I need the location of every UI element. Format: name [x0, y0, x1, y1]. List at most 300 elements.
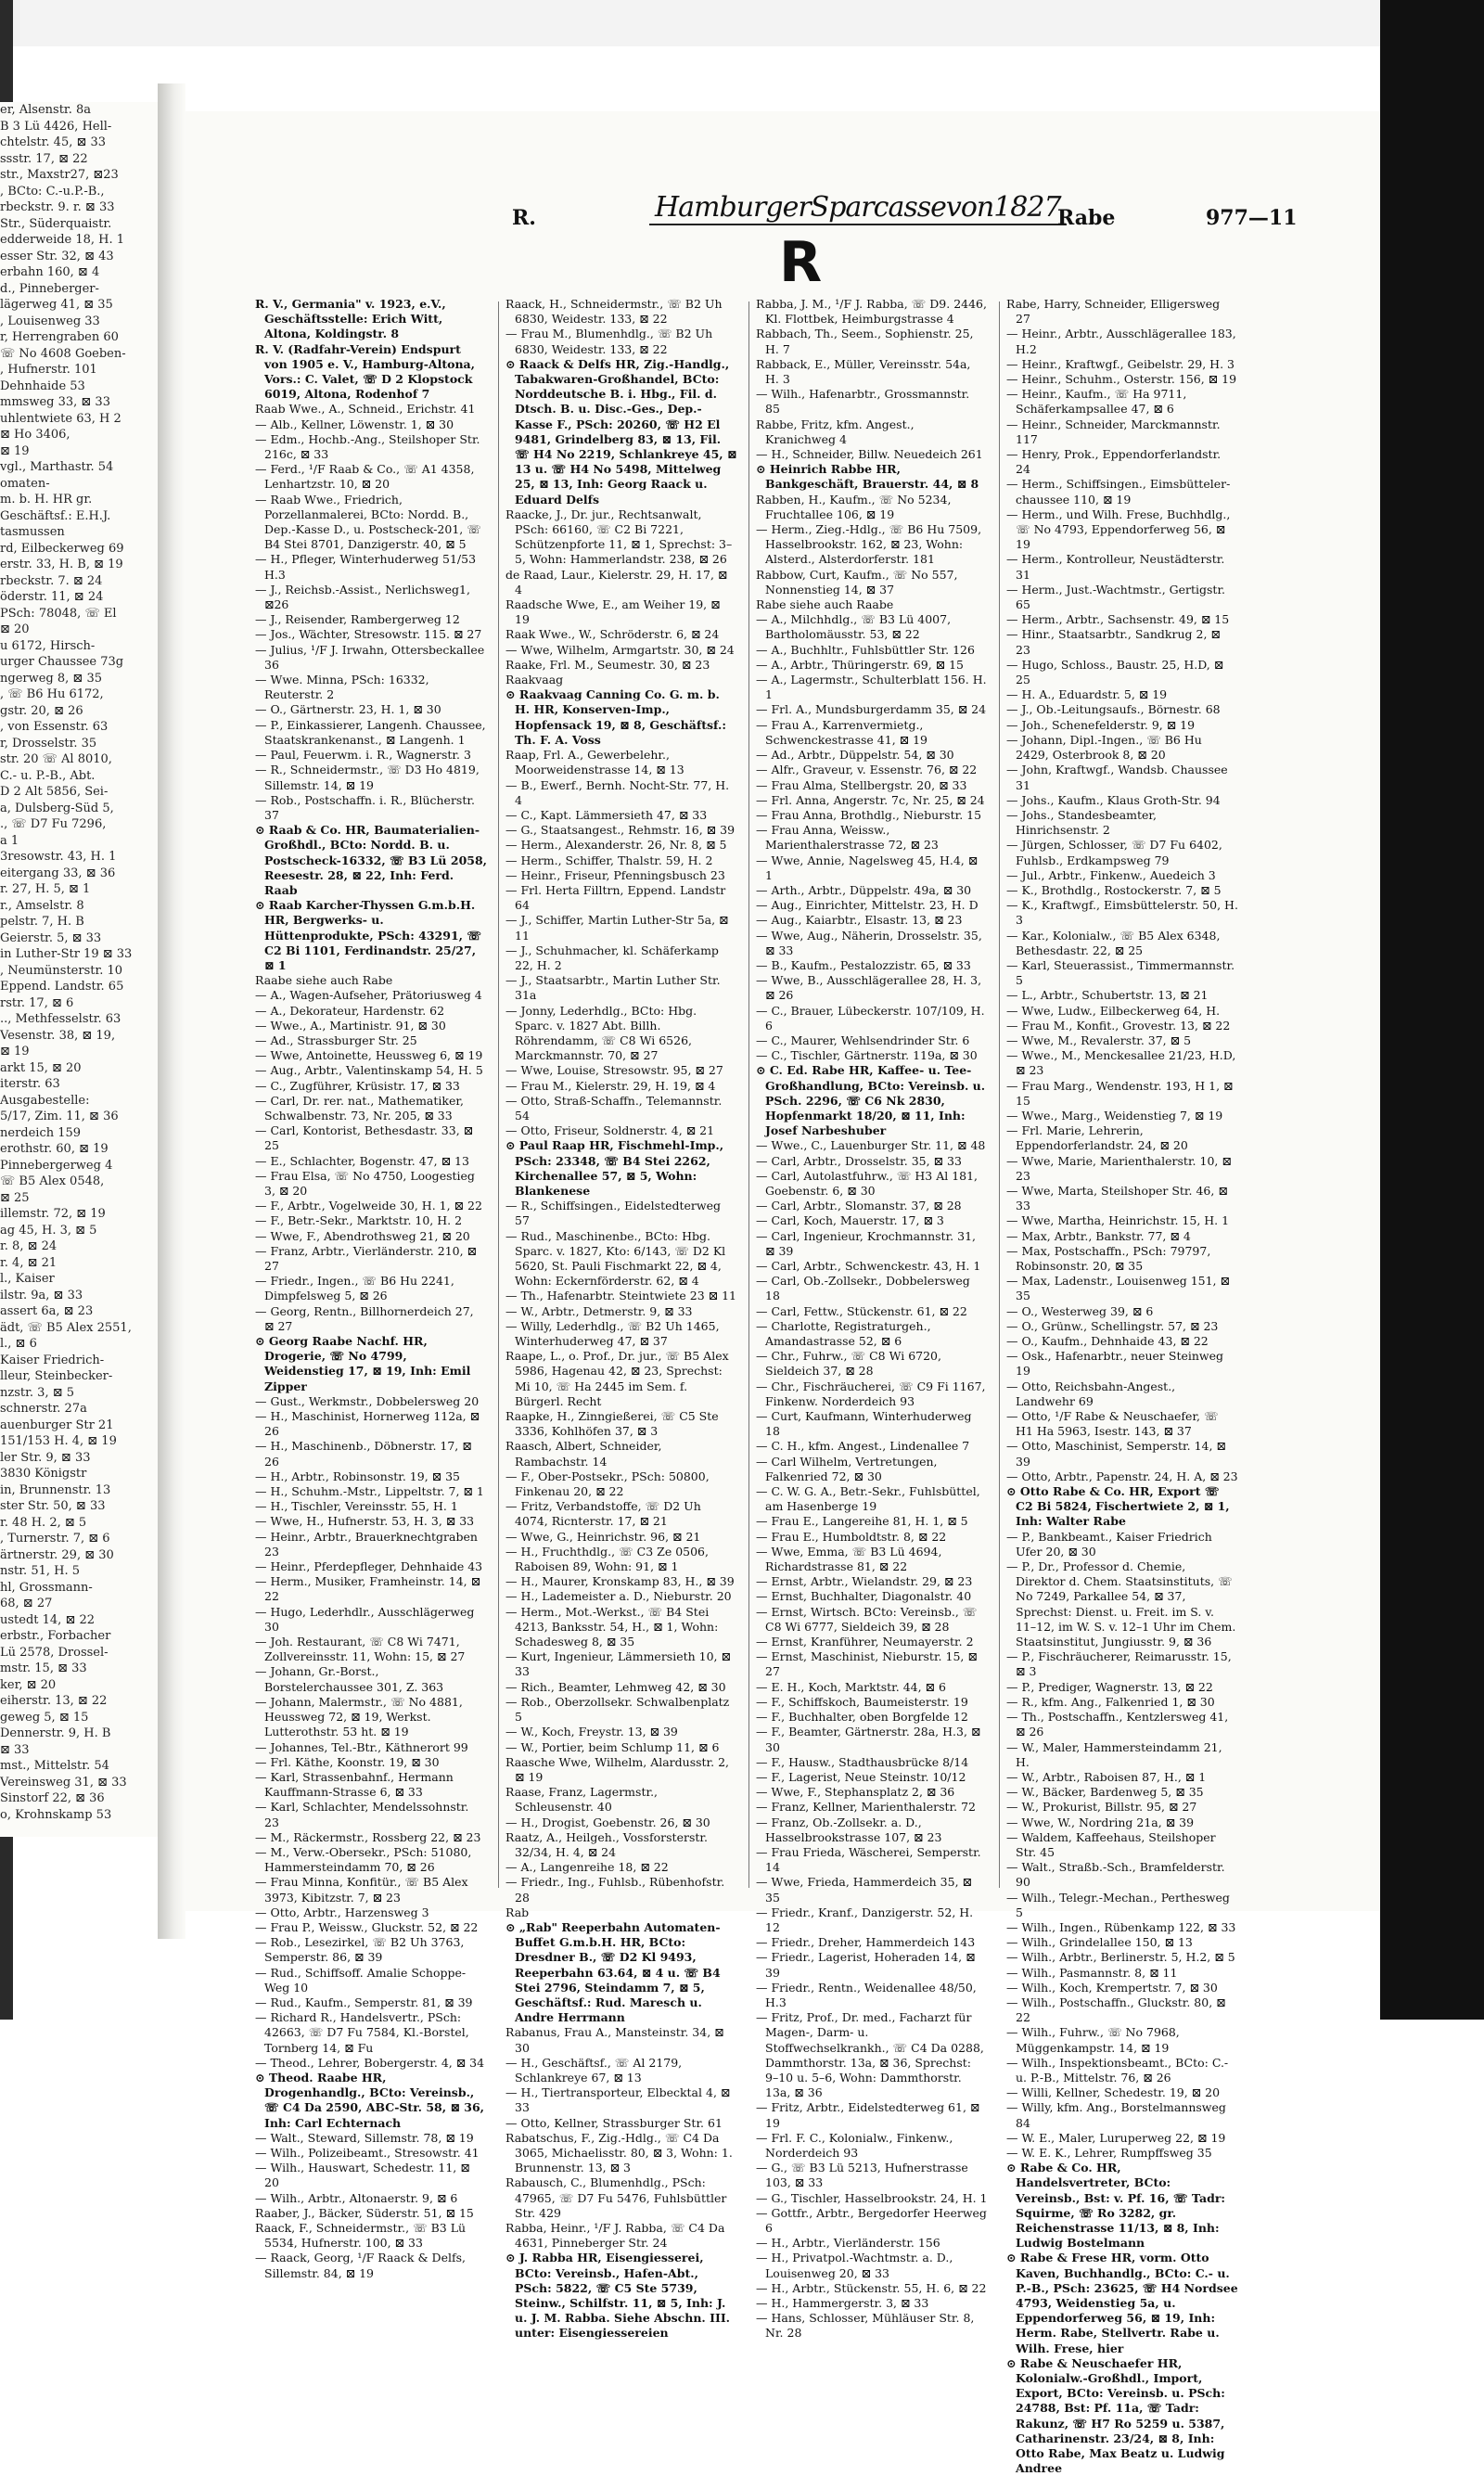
directory-entry: — Ernst, Buchhalter, Diagonalstr. 40 — [756, 1589, 972, 1604]
directory-entry: — Johs., Kaufm., Klaus Groth-Str. 94 — [1006, 792, 1221, 807]
directory-entry: — Frau Anna, Weissw., Marienthalerstrasse 72, ⊠ 23 — [756, 823, 939, 853]
previous-page-line: Geierstr. 5, ⊠ 33 — [0, 930, 102, 945]
directory-entry: — Carl, Arbtr., Slomanstr. 37, ⊠ 28 — [756, 1199, 962, 1213]
directory-entry: — G., Staatsangest., Rehmstr. 16, ⊠ 39 — [505, 823, 736, 838]
directory-entry: — E., Schlachter, Bogenstr. 47, ⊠ 13 — [255, 1153, 469, 1168]
directory-entry: — Max, Postschaffn., PSch: 79797, Robinsonstr. 20, ⊠ 35 — [1006, 1243, 1211, 1273]
directory-entry: — Wwe, Ludw., Eilbeckerweg 64, H. — [1006, 1003, 1221, 1018]
directory-entry: Raapke, H., Zinngießerei, ☏ C5 Ste 3336, Kohlhöfen 37, ⊠ 3 — [505, 1409, 719, 1439]
directory-entry: — Julius, ¹/F J. Irwahn, Ottersbeckallee 36 — [255, 642, 485, 672]
directory-entry: Rabe siehe auch Raabe — [756, 597, 894, 612]
directory-entry: ⊙ Heinrich Rabbe HR, Bankgeschäft, Brauerstr. 44, ⊠ 8 — [756, 462, 979, 492]
directory-entry: — A., Dekorateur, Hardenstr. 62 — [255, 1003, 445, 1018]
directory-entry: — H., Lademeister a. D., Nieburstr. 20 — [505, 1589, 732, 1604]
previous-page-line: chtelstr. 45, ⊠ 33 — [0, 135, 107, 149]
directory-entry: — Frau P., Weissw., Gluckstr. 52, ⊠ 22 — [255, 1919, 479, 1934]
directory-entry: — J., Reisender, Rambergerweg 12 — [255, 612, 460, 627]
directory-entry: — Carl, Arbtr., Drosselstr. 35, ⊠ 33 — [756, 1153, 962, 1168]
previous-page-line: a 1 — [0, 833, 19, 848]
directory-entry: — J., Ob.-Leitungsaufs., Börnestr. 68 — [1006, 702, 1221, 717]
directory-entry: — Wwe, Annie, Nagelsweg 45, H.4, ⊠ 1 — [756, 853, 979, 882]
directory-entry: — H., Maschinenb., Döbnerstr. 17, ⊠ 26 — [255, 1439, 472, 1469]
previous-page-line: gstr. 20, ⊠ 26 — [0, 703, 83, 718]
previous-page-line: str. 20 ☏ Al 8010, — [0, 752, 112, 766]
directory-entry: Rabback, E., Müller, Vereinsstr. 54a, H. 3 — [756, 356, 971, 387]
previous-page-line: nstr. 51, H. 5 — [0, 1564, 80, 1578]
previous-page-line: rbeckstr. 7. ⊠ 24 — [0, 573, 103, 588]
directory-entry: — Walt., Straßb.-Sch., Bramfelderstr. 90 — [1006, 1860, 1225, 1890]
directory-entry: — Heinr., Schneider, Marckmannstr. 117 — [1006, 417, 1221, 446]
directory-entry: — Frau Frieda, Wäscherei, Semperstr. 14 — [756, 1844, 981, 1875]
previous-page-line: lleur, Steinbecker- — [0, 1369, 113, 1383]
directory-entry: — Gust., Werkmstr., Dobbelersweg 20 — [255, 1393, 480, 1408]
previous-page-line: esser Str. 32, ⊠ 43 — [0, 249, 114, 263]
directory-entry: — Otto, Arbtr., Harzensweg 3 — [255, 1905, 429, 1919]
previous-page-line: D 2 Alt 5856, Sei- — [0, 785, 109, 799]
directory-entry: — H., Privatpol.-Wachtmstr. a. D., Louisenweg 20, ⊠ 33 — [756, 2251, 953, 2280]
directory-entry: — Frl. A., Mundsburgerdamm 35, ⊠ 24 — [756, 702, 987, 717]
directory-entry: — Rud., Kaufm., Semperstr. 81, ⊠ 39 — [255, 1995, 473, 2009]
directory-entry: — Rud., Schiffsoff. Amalie Schoppe-Weg 10 — [255, 1965, 467, 1995]
directory-entry: — H., Schneider, Billw. Neuedeich 261 — [756, 447, 983, 462]
directory-entry: — M., Räckermstr., Rossberg 22, ⊠ 23 — [255, 1829, 481, 1844]
previous-page-line: hl, Grossmann- — [0, 1580, 93, 1595]
directory-entry: — O., Westerweg 39, ⊠ 6 — [1006, 1303, 1154, 1318]
directory-entry: — Hans, Schlosser, Mühläuser Str. 8, Nr. 28 — [756, 2311, 975, 2341]
directory-entry: — E. H., Koch, Marktstr. 44, ⊠ 6 — [756, 1679, 946, 1694]
previous-page-line: in, Brunnenstr. 13 — [0, 1482, 111, 1497]
page-number: 977—11 — [1206, 206, 1298, 230]
directory-entry: — W., Arbtr., Detmerstr. 9, ⊠ 33 — [505, 1303, 693, 1318]
directory-entry: ⊙ Raakvaag Canning Co. G. m. b. H. HR, Konserven-Imp., Hopfensack 19, ⊠ 8, Geschäftsf.: Th. F. A. Voss — [505, 687, 726, 747]
directory-entry: — F., Beamter, Gärtnerstr. 28a, H.3, ⊠ 30 — [756, 1725, 981, 1754]
directory-entry: — O., Gärtnerstr. 23, H. 1, ⊠ 30 — [255, 702, 441, 717]
directory-entry: Raadsche Wwe, E., am Weiher 19, ⊠ 19 — [505, 597, 721, 627]
directory-entry: — Th., Hafenarbtr. Steintwiete 23 ⊠ 11 — [505, 1289, 736, 1303]
directory-entry: — Wwe, Martha, Heinrichstr. 15, H. 1 — [1006, 1213, 1230, 1228]
directory-entry: — Hugo, Schloss., Baustr. 25, H.D, ⊠ 25 — [1006, 657, 1224, 687]
directory-entry: Rabba, J. M., ¹/F J. Rabba, ☏ D9. 2446, Kl. Flottbek, Heimburgstrasse 4 — [756, 297, 987, 327]
previous-page-line: eitergang 33, ⊠ 36 — [0, 866, 116, 880]
previous-page-line: nerdeich 159 — [0, 1125, 82, 1140]
directory-entry: — B., Kaufm., Pestalozzistr. 65, ⊠ 33 — [756, 957, 971, 972]
previous-page-line: l., ⊠ 6 — [0, 1337, 37, 1351]
directory-entry: — Th., Postschaffn., Kentzlersweg 41, ⊠ 26 — [1006, 1710, 1229, 1739]
directory-entry: — H., Fruchthdlg., ☏ C3 Ze 0506, Raboisen 89, Wohn: 91, ⊠ 1 — [505, 1544, 709, 1574]
previous-page-line: ngerweg 8, ⊠ 35 — [0, 671, 102, 686]
previous-page-line: d., Pinneberger- — [0, 281, 99, 296]
directory-entry: — Heinr., Schuhm., Osterstr. 156, ⊠ 19 — [1006, 372, 1237, 387]
directory-entry: — Friedr., Lagerist, Hoheraden 14, ⊠ 39 — [756, 1950, 976, 1980]
directory-entry: — Wilh., Ingen., Rübenkamp 122, ⊠ 33 — [1006, 1919, 1236, 1934]
directory-entry: — Wilh., Arbtr., Altonaerstr. 9, ⊠ 6 — [255, 2190, 458, 2205]
directory-entry: — Fritz, Verbandstoffe, ☏ D2 Uh 4074, Ricnterstr. 17, ⊠ 21 — [505, 1499, 701, 1529]
directory-entry: — Friedr., Dreher, Hammerdeich 143 — [756, 1935, 976, 1950]
previous-page-line: C.- u. P.-B., Abt. — [0, 768, 96, 783]
directory-entry: — Frau M., Blumenhdlg., ☏ B2 Uh 6830, Weidestr. 133, ⊠ 22 — [505, 327, 713, 356]
directory-entry: ⊙ „Rab" Reeperbahn Automaten-Buffet G.m.b.H. HR, BCto: Dresdner B., ☏ D2 Kl 9493, Reeperbahn 63.64, ⊠ 4 u. ☏ B4 Stei 2796, Steindamm 7, ⊠ 5, Geschäftsf.: Rud. Maresch u. Andre Herrmann — [505, 1919, 721, 2025]
previous-page-line: 3830 Königstr — [0, 1467, 87, 1481]
directory-entry: — Jul., Arbtr., Finkenw., Auedeich 3 — [1006, 867, 1216, 882]
directory-entry: — Frl. F. C., Kolonialw., Finkenw., Norderdeich 93 — [756, 2130, 953, 2160]
running-head-catchword: Rabe — [1057, 206, 1116, 230]
directory-entry: — F., Lagerist, Neue Steinstr. 10/12 — [756, 1769, 966, 1784]
directory-entry: — Carl, Dr. rer. nat., Mathematiker, Schwalbenstr. 73, Nr. 205, ⊠ 33 — [255, 1093, 464, 1123]
directory-entry: — W., Portier, beim Schlump 11, ⊠ 6 — [505, 1739, 720, 1754]
directory-entry: — W. E. K., Lehrer, Rumpffsweg 35 — [1006, 2145, 1212, 2160]
directory-column-1 — [255, 297, 488, 2280]
directory-entry: — Ferd., ¹/F Raab & Co., ☏ A1 4358, Lenhartzstr. 10, ⊠ 20 — [255, 462, 475, 492]
directory-entry: R. V., Germania" v. 1923, e.V., Geschäftsstelle: Erich Witt, Altona, Koldingstr. 8 — [255, 297, 446, 341]
directory-entry: — Joh. Restaurant, ☏ C8 Wi 7471, Zollvereinsstr. 11, Wohn: 15, ⊠ 27 — [255, 1635, 466, 1664]
directory-column-2 — [505, 297, 737, 2341]
previous-page-line: ilstr. 9a, ⊠ 33 — [0, 1288, 83, 1302]
directory-entry: — Carl, Ob.-Zollsekr., Dobbelersweg 18 — [756, 1274, 970, 1303]
directory-entry: Raabe siehe auch Rabe — [255, 973, 393, 988]
directory-entry: — Johann, Malermstr., ☏ No 4881, Heussweg 72, ⊠ 19, Werkst. Lutterothstr. 53 ht. ⊠ 19 — [255, 1694, 463, 1739]
previous-page-line: er, Alsenstr. 8a — [0, 103, 91, 117]
previous-page-line: ⊠ 19 — [0, 1045, 30, 1058]
directory-entry: — Otto, Friseur, Soldnerstr. 4, ⊠ 21 — [505, 1123, 715, 1138]
directory-entry: — H., Maschinist, Hornerweg 112a, ⊠ 26 — [255, 1409, 480, 1439]
directory-entry: — Gottfr., Arbtr., Bergedorfer Heerweg 6 — [756, 2205, 987, 2235]
directory-entry: Rabe, Harry, Schneider, Elligersweg 27 — [1006, 297, 1221, 327]
directory-entry: — Wwe, Aug., Näherin, Drosselstr. 35, ⊠ 33 — [756, 928, 982, 957]
directory-entry: Raak Wwe., W., Schröderstr. 6, ⊠ 24 — [505, 627, 720, 642]
directory-entry: — Herm., und Wilh. Frese, Buchhdlg., ☏ No 4793, Eppendorferweg 56, ⊠ 19 — [1006, 507, 1231, 552]
previous-page-line: ustedt 14, ⊠ 22 — [0, 1612, 96, 1627]
directory-entry: ⊙ Rabe & Frese HR, vorm. Otto Kaven, Buchhandlg., BCto: C.- u. P.-B., PSch: 23625, ☏ H4 Nordsee 4793, Weidenstieg 5a, u. Eppendorferweg 56, ⊠ 19, Inh: Herm. Rabe, Stellvertr. Rabe u. Wilh. Frese, hier — [1006, 2251, 1238, 2355]
directory-entry: — Carl, Ingenieur, Krochmannstr. 31, ⊠ 39 — [756, 1228, 977, 1258]
previous-page-line: 68, ⊠ 27 — [0, 1597, 53, 1610]
directory-entry: — P., Bankbeamt., Kaiser Friedrich Ufer 20, ⊠ 30 — [1006, 1529, 1212, 1559]
directory-entry: — Friedr., Rentn., Weidenallee 48/50, H.3 — [756, 1980, 977, 2009]
directory-entry: — Wilh., Koch, Krempertstr. 7, ⊠ 30 — [1006, 1980, 1218, 1995]
previous-page-line: schnerstr. 27a — [0, 1402, 87, 1416]
directory-entry: — Wwe., C., Lauenburger Str. 11, ⊠ 48 — [756, 1138, 986, 1153]
directory-entry: — Frl. Herta Filltrn, Eppend. Landstr 64 — [505, 882, 726, 913]
previous-page-line: B 3 Lü 4426, Hell- — [0, 119, 112, 134]
scan-edge-right — [1380, 0, 1484, 2020]
directory-entry: — P., Fischräucherer, Reimarusstr. 15, ⊠ 3 — [1006, 1649, 1232, 1679]
previous-page-line: Dennerstr. 9, H. B — [0, 1726, 111, 1740]
previous-page-line: edderweide 18, H. 1 — [0, 233, 125, 247]
previous-page-line: r. 48 H. 2, ⊠ 5 — [0, 1515, 87, 1530]
directory-entry: ⊙ Raab Karcher-Thyssen G.m.b.H. HR, Bergwerks- u. Hüttenprodukte, PSch: 43291, ☏ C2 Bi 1101, Ferdinandstr. 25/27, ⊠ 1 — [255, 898, 481, 972]
directory-entry: — Willy, Lederhdlg., ☏ B2 Uh 1465, Winterhuderweg 47, ⊠ 37 — [505, 1318, 720, 1349]
directory-entry: — Aug., Arbtr., Valentinskamp 54, H. 5 — [255, 1063, 483, 1078]
previous-page-line: Vesenstr. 38, ⊠ 19, — [0, 1028, 116, 1043]
running-head-section: R. — [512, 206, 536, 230]
directory-entry: — O., Grünw., Schellingstr. 57, ⊠ 23 — [1006, 1318, 1219, 1333]
directory-entry: — Franz, Arbtr., Vierländerstr. 210, ⊠ 27 — [255, 1243, 478, 1273]
directory-entry: — Paul, Feuerwm. i. R., Wagnerstr. 3 — [255, 748, 471, 763]
directory-entry: — Herm., Mot.-Werkst., ☏ B4 Stei 4213, Banksstr. 54, H., ⊠ 1, Wohn: Schadesweg 8, ⊠ 35 — [505, 1604, 719, 1649]
directory-entry: ⊙ Theod. Raabe HR, Drogenhandlg., BCto: Vereinsb., ☏ C4 Da 2590, ABC-Str. 58, ⊠ 36, Inh: Carl Echternach — [255, 2070, 485, 2130]
directory-entry: — F., Hausw., Stadthausbrücke 8/14 — [756, 1754, 969, 1769]
directory-entry: — H., Arbtr., Vierländerstr. 156 — [756, 2236, 940, 2251]
directory-entry: — H., Schuhm.-Mstr., Lippeltstr. 7, ⊠ 1 — [255, 1484, 484, 1499]
directory-entry: — Chr., Fischräucherei, ☏ C9 Fi 1167, Finkenw. Norderdeich 93 — [756, 1379, 986, 1408]
directory-entry: ⊙ Rabe & Neuschaefer HR, Kolonialw.-Großhdl., Import, Export, BCto: Vereinsb. u. PSch: 24788, Bst: Pf. 11a, ☏ Tadr: Rakunz, ☏ H7 Ro 5259 u. 5387, Catharinenstr. 23/24, ⊠ 8, Inh: Otto Rabe, Max Beatz u. Ludwig Andree — [1006, 2355, 1225, 2476]
directory-entry: — F., Ober-Postsekr., PSch: 50800, Finkenau 20, ⊠ 22 — [505, 1469, 710, 1499]
directory-entry: — Frl. Anna, Angerstr. 7c, Nr. 25, ⊠ 24 — [756, 792, 985, 807]
previous-page-line: Dehnhaide 53 — [0, 378, 85, 393]
directory-entry: — H., Maurer, Kronskamp 83, H., ⊠ 39 — [505, 1574, 735, 1589]
previous-page-line: urger Chaussee 73g — [0, 655, 124, 669]
directory-entry: — Charlotte, Registraturgeh., Amandastrasse 52, ⊠ 6 — [756, 1318, 931, 1349]
directory-entry: — R., Schneidermstr., ☏ D3 Ho 4819, Sillemstr. 14, ⊠ 19 — [255, 763, 480, 792]
directory-entry: Rabba, Heinr., ¹/F J. Rabba, ☏ C4 Da 4631, Pinneberger Str. 24 — [505, 2221, 725, 2251]
directory-entry: ⊙ Rabe & Co. HR, Handelsvertreter, BCto: Vereinsb., Bst: v. Pf. 16, ☏ Tadr: Squirme, ☏ Ro 3282, gr. Reichenstrasse 11/13, ⊠ 8, Inh: Ludwig Bostelmann — [1006, 2161, 1226, 2251]
directory-entry: — H., Tiertransporteur, Elbecktal 4, ⊠ 33 — [505, 2085, 731, 2115]
previous-page-line: r. 27, H. 5, ⊠ 1 — [0, 882, 91, 896]
directory-entry: — O., Kaufm., Dehnhaide 43, ⊠ 22 — [1006, 1334, 1209, 1349]
directory-entry: — Wilh., Grindelallee 150, ⊠ 13 — [1006, 1935, 1193, 1950]
directory-entry: — Otto, Straß-Schaffn., Telemannstr. 54 — [505, 1093, 723, 1123]
previous-page-line: , Turnerstr. 7, ⊠ 6 — [0, 1532, 110, 1546]
directory-entry: — G., ☏ B3 Lü 5213, Hufnerstrasse 103, ⊠ 33 — [756, 2161, 968, 2190]
directory-entry: — Wwe, F., Stephansplatz 2, ⊠ 36 — [756, 1785, 955, 1800]
directory-entry: — Otto, Reichsbahn-Angest., Landwehr 69 — [1006, 1379, 1176, 1408]
directory-entry: Raape, L., o. Prof., Dr. jur., ☏ B5 Alex 5986, Hagenau 42, ⊠ 23, Sprechst: Mi 10, ☏ Ha 2445 im Sem. f. Bürgerl. Recht — [505, 1349, 729, 1408]
directory-entry: — Heinr., Arbtr., Ausschlägerallee 183, H.2 — [1006, 327, 1236, 356]
directory-entry: — Wwe, F., Abendrothsweg 21, ⊠ 20 — [255, 1228, 470, 1243]
directory-entry: — Theod., Lehrer, Bobergerstr. 4, ⊠ 34 — [255, 2055, 485, 2070]
previous-page-line: a, Dulsberg-Süd 5, — [0, 801, 114, 815]
previous-page-line: ssstr. 17, ⊠ 22 — [0, 151, 88, 166]
directory-page — [186, 111, 1380, 2476]
previous-page-line: r., Amselstr. 8 — [0, 898, 84, 913]
directory-entry: — Carl, Arbtr., Schwenckestr. 43, H. 1 — [756, 1259, 981, 1273]
column-rule — [999, 301, 1000, 1888]
directory-entry: — Willi, Kellner, Schedestr. 19, ⊠ 20 — [1006, 2085, 1221, 2100]
directory-entry: — Wwe., Marg., Weidenstieg 7, ⊠ 19 — [1006, 1108, 1223, 1123]
directory-entry: — Willy, kfm. Ang., Borstelmannsweg 84 — [1006, 2100, 1226, 2130]
previous-page-line: ⊠ 33 — [0, 1742, 30, 1757]
directory-entry: — Kar., Kolonialw., ☏ B5 Alex 6348, Bethesdastr. 22, ⊠ 25 — [1006, 928, 1221, 957]
directory-entry: — M., Verw.-Obersekr., PSch: 51080, Hammersteindamm 70, ⊠ 26 — [255, 1844, 472, 1875]
directory-entry: — A., Wagen-Aufseher, Prätoriusweg 4 — [255, 988, 482, 1003]
directory-entry: — Raack, Georg, ¹/F Raack & Delfs, Sillemstr. 84, ⊠ 19 — [255, 2251, 466, 2280]
directory-entry: — Johann, Dipl.-Ingen., ☏ B6 Hu 2429, Osterbrook 8, ⊠ 20 — [1006, 732, 1202, 763]
directory-entry: — R., Schiffsingen., Eidelstedterweg 57 — [505, 1199, 721, 1228]
directory-entry: ⊙ Georg Raabe Nachf. HR, Drogerie, ☏ No 4799, Weidenstieg 17, ⊠ 19, Inh: Emil Zipper — [255, 1334, 471, 1393]
directory-entry: — Frau E., Humboldtstr. 8, ⊠ 22 — [756, 1529, 947, 1544]
directory-entry: — Friedr., Ingen., ☏ B6 Hu 2241, Dimpfelsweg 5, ⊠ 26 — [255, 1274, 454, 1303]
directory-entry: Raasch, Albert, Schneider, Rambachstr. 14 — [505, 1439, 662, 1469]
directory-entry: — Wilh., Pasmannstr. 8, ⊠ 11 — [1006, 1965, 1178, 1980]
directory-entry: — Frau M., Konfit., Grovestr. 13, ⊠ 22 — [1006, 1018, 1231, 1033]
directory-entry: ⊙ C. Ed. Rabe HR, Kaffee- u. Tee-Großhandlung, BCto: Vereinsb. u. PSch. 2296, ☏ C6 Nk 2830, Hopfenmarkt 18/20, ⊠ 11, Inh: Josef Narbeshuber — [756, 1063, 986, 1138]
directory-entry: — Rud., Maschinenbe., BCto: Hbg. Sparc. v. 1827, Kto: 6/143, ☏ D2 Kl 5620, St. Pauli Fischmarkt 22, ⊠ 4, Wohn: Eckernförderstr. 62, ⊠ 4 — [505, 1228, 726, 1289]
previous-page-line: erbahn 160, ⊠ 4 — [0, 265, 100, 279]
previous-page-line: Eppend. Landstr. 65 — [0, 980, 124, 994]
directory-entry: — H., Geschäftsf., ☏ Al 2179, Schlankreye 67, ⊠ 13 — [505, 2055, 683, 2085]
directory-entry: — Herm., Just.-Wachtmstr., Gertigstr. 65 — [1006, 582, 1226, 612]
directory-entry: — Edm., Hochb.-Ang., Steilshoper Str. 216c, ⊠ 33 — [255, 431, 480, 462]
directory-entry: — J., Schiffer, Martin Luther-Str 5a, ⊠ 11 — [505, 913, 729, 943]
section-letter: R — [779, 230, 823, 295]
running-head-logo: HamburgerSparcassevon1827 — [649, 191, 1067, 225]
directory-entry: — Ad., Arbtr., Düppelstr. 54, ⊠ 30 — [756, 748, 954, 763]
column-rule — [748, 301, 749, 1888]
directory-entry: — C., Maurer, Wehlsendrinder Str. 6 — [756, 1033, 970, 1047]
directory-entry: — Friedr., Kranf., Danzigerstr. 52, H. 12 — [756, 1905, 974, 1934]
previous-page-line: ärtnerstr. 29, ⊠ 30 — [0, 1547, 114, 1562]
directory-entry: — Fritz, Arbtr., Eidelstedterweg 61, ⊠ 19 — [756, 2100, 980, 2130]
directory-entry: — Wwe, Louise, Stresowstr. 95, ⊠ 27 — [505, 1063, 723, 1078]
directory-entry: — C., Zugführer, Krüsistr. 17, ⊠ 33 — [255, 1078, 460, 1093]
previous-page-line: Ausgabestelle: — [0, 1093, 90, 1108]
directory-entry: — Herm., Schiffsingen., Eimsbütteler-chaussee 110, ⊠ 19 — [1006, 477, 1231, 507]
directory-entry: Raacke, J., Dr. jur., Rechtsanwalt, PSch: 66160, ☏ C2 Bi 7221, Schützenpforte 11, ⊠ 1, Sprechst: 3–5, Wohn: Hammerlandstr. 238, ⊠ 26 — [505, 507, 733, 567]
previous-page-line: erstr. 33, H. B, ⊠ 19 — [0, 558, 123, 571]
previous-page-line: ⊠ 20 — [0, 622, 30, 636]
previous-page-line: 151/153 H. 4, ⊠ 19 — [0, 1434, 117, 1448]
previous-page-line: ⊠ 25 — [0, 1190, 30, 1205]
directory-entry: — J., Staatsarbtr., Martin Luther Str. 31a — [505, 973, 721, 1003]
directory-entry: ⊙ Raack & Delfs HR, Zig.-Handlg., Tabakwaren-Großhandel, BCto: Norddeutsche B. i. Hbg., Fil. d. Dtsch. B. u. Disc.-Ges., Dep.-Kasse F., PSch: 20260, ☏ H2 El 9481, Grindelberg 83, ⊠ 13, Fil. ☏ H4 No 2219, Schlankreye 45, ⊠ 13 u. ☏ H4 No 5498, Mittelweg 25, ⊠ 13, Inh: Georg Raack u. Eduard Delfs — [505, 356, 737, 507]
previous-page-line: Geschäftsf.: E.H.J. — [0, 508, 111, 523]
directory-entry: — Wwe. Minna, PSch: 16332, Reuterstr. 2 — [255, 673, 429, 702]
directory-entry: — Wilh., Fuhrw., ☏ No 7968, Müggenkampstr. 14, ⊠ 19 — [1006, 2025, 1180, 2055]
previous-page-line: Lü 2578, Drossel- — [0, 1645, 109, 1660]
directory-entry: ⊙ J. Rabba HR, Eisengiesserei, BCto: Vereinsb., Hafen-Abt., PSch: 5822, ☏ C5 Ste 5739, Steinw., Schilfstr. 11, ⊠ 5, Inh: J. u. J. M. Rabba. Siehe Abschn. III. unter: Eisengiessereien — [505, 2251, 731, 2341]
previous-page-line: ., ☏ D7 Fu 7296, — [0, 817, 107, 831]
directory-entry: — W., Bäcker, Bardenweg 5, ⊠ 35 — [1006, 1785, 1204, 1800]
directory-entry: — B., Ewerf., Bernh. Nocht-Str. 77, H. 4 — [505, 777, 730, 807]
scan-margin-top — [0, 0, 1484, 46]
directory-entry: — W., Arbtr., Raboisen 87, H., ⊠ 1 — [1006, 1769, 1207, 1784]
directory-entry: — W., Koch, Freystr. 13, ⊠ 39 — [505, 1725, 678, 1739]
directory-entry: — P., Dr., Professor d. Chemie, Direktor d. Chem. Staatsinstituts, ☏ No 7249, Parkallee 54, ⊠ 37, Sprechst: Dienst. u. Freit. im S. v. 11–12, im W. S. v. 12–1 Uhr im Chem. Staatsinstitut, Jungiusstr. 9, ⊠ 36 — [1006, 1559, 1236, 1649]
directory-entry: Rabbe, Fritz, kfm. Angest., Kranichweg 4 — [756, 417, 915, 446]
previous-page-line: pelstr. 7, H. B — [0, 915, 84, 929]
directory-entry: — Ernst, Kranführer, Neumayerstr. 2 — [756, 1635, 974, 1649]
directory-entry: — Fritz, Prof., Dr. med., Facharzt für Magen-, Darm- u. Stoffwechselkrankh., ☏ C4 Da 0288, Dammthorstr. 13a, ⊠ 36, Sprechst: 9–10 u. 5–6, Wohn: Dammthorstr. 13a, ⊠ 36 — [756, 2010, 984, 2100]
directory-entry: — Carl Wilhelm, Vertretungen, Falkenried 72, ⊠ 30 — [756, 1454, 938, 1483]
previous-page-fragment — [0, 102, 158, 1837]
directory-entry: — Frl. Marie, Lehrerin, Eppendorferlandstr. 24, ⊠ 20 — [1006, 1123, 1188, 1153]
directory-entry: — Chr., Fuhrw., ☏ C8 Wi 6720, Sieldeich 37, ⊠ 28 — [756, 1349, 941, 1379]
previous-page-line: vgl., Marthastr. 54 — [0, 460, 114, 474]
directory-entry: Raap, Frl. A., Gewerbelehr., Moorweidenstrasse 14, ⊠ 13 — [505, 748, 684, 777]
directory-column-3 — [756, 297, 988, 2341]
previous-page-line: arkt 15, ⊠ 20 — [0, 1060, 82, 1075]
previous-page-line: eiherstr. 13, ⊠ 22 — [0, 1694, 108, 1708]
directory-entry: Raasche Wwe, Wilhelm, Alardusstr. 2, ⊠ 19 — [505, 1754, 730, 1784]
previous-page-line: m. b. H. HR gr. — [0, 493, 93, 507]
directory-entry: — Wwe, B., Ausschlägerallee 28, H. 3, ⊠ 26 — [756, 973, 982, 1003]
directory-entry: — Karl, Strassenbahnf., Hermann Kauffmann-Strasse 6, ⊠ 33 — [255, 1769, 454, 1800]
directory-entry: — Ad., Strassburger Str. 25 — [255, 1033, 417, 1047]
directory-entry: — Carl, Kontorist, Bethesdastr. 33, ⊠ 25 — [255, 1123, 474, 1153]
directory-entry: — Waldem, Kaffeehaus, Steilshoper Str. 45 — [1006, 1829, 1216, 1859]
directory-entry: — Arth., Arbtr., Düppelstr. 49a, ⊠ 30 — [756, 882, 972, 897]
directory-entry: — Max, Arbtr., Bankstr. 77, ⊠ 4 — [1006, 1228, 1191, 1243]
previous-page-line: rbeckstr. 9. r. ⊠ 33 — [0, 200, 115, 214]
directory-entry: — G., Tischler, Hasselbrookstr. 24, H. 1 — [756, 2190, 988, 2205]
directory-entry: — Wwe, Marta, Steilshoper Str. 46, ⊠ 33 — [1006, 1183, 1228, 1213]
directory-entry: — Aug., Kaiarbtr., Elsastr. 13, ⊠ 23 — [756, 913, 963, 928]
directory-entry: — Wilh., Telegr.-Mechan., Perthesweg 5 — [1006, 1890, 1230, 1919]
directory-entry: — H., Arbtr., Stückenstr. 55, H. 6, ⊠ 22 — [756, 2280, 987, 2295]
directory-entry: — Frau Elsa, ☏ No 4750, Loogestieg 3, ⊠ 20 — [255, 1168, 475, 1198]
directory-entry: — Herm., Musiker, Framheinstr. 14, ⊠ 22 — [255, 1574, 481, 1604]
previous-page-line: lägerweg 41, ⊠ 35 — [0, 298, 113, 312]
previous-page-line: Sinstorf 22, ⊠ 36 — [0, 1791, 105, 1805]
directory-entry: — J., Reichsb.-Assist., Nerlichsweg1, ⊠26 — [255, 582, 470, 612]
directory-entry: ⊙ Raab & Co. HR, Baumaterialien-Großhdl., BCto: Nordd. B. u. Postscheck-16332, ☏ B3 Lü 2058, Reesestr. 28, ⊠ 22, Inh: Ferd. Raab — [255, 823, 488, 897]
previous-page-line: in Luther-Str 19 ⊠ 33 — [0, 947, 133, 961]
previous-page-line: r, Herrengraben 60 — [0, 330, 119, 344]
directory-entry: — Hugo, Lederhdlr., Ausschlägerweg 30 — [255, 1604, 475, 1634]
directory-entry: — Ernst, Arbtr., Wielandstr. 29, ⊠ 23 — [756, 1574, 973, 1589]
directory-entry: — Franz, Ob.-Zollsekr. a. D., Hasselbrookstrasse 107, ⊠ 23 — [756, 1815, 942, 1844]
directory-entry: — Raab Wwe., Friedrich, Porzellanmalerei, BCto: Nordd. B., Dep.-Kasse D., u. Postscheck-201, ☏ B4 Stei 8701, Danzigerstr. 40, ⊠ 5 — [255, 492, 481, 552]
directory-entry: — K., Kraftwgf., Eimsbüttelerstr. 50, H. 3 — [1006, 898, 1238, 928]
previous-page-line: u 6172, Hirsch- — [0, 638, 96, 653]
previous-page-line: omaten- — [0, 476, 50, 491]
directory-entry: — Johann, Gr.-Borst., Borstelerchaussee 301, Z. 363 — [255, 1664, 444, 1694]
directory-entry: — J., Schuhmacher, kl. Schäferkamp 22, H. 2 — [505, 943, 719, 972]
directory-entry: — Frau Anna, Brothdlg., Nieburstr. 15 — [756, 807, 982, 822]
directory-entry: — Wwe, W., Nordring 21a, ⊠ 39 — [1006, 1815, 1195, 1829]
previous-page-line: , ☏ B6 Hu 6172, — [0, 687, 104, 701]
directory-entry: Raab Wwe., A., Schneid., Erichstr. 41 — [255, 402, 476, 417]
previous-page-line: , Neumünsterstr. 10 — [0, 963, 123, 978]
directory-entry: — C. H., kfm. Angest., Lindenallee 7 — [756, 1439, 970, 1454]
directory-entry: — Wilh., Hafenarbtr., Grossmannstr. 85 — [756, 387, 970, 417]
directory-entry: — L., Arbtr., Schubertstr. 13, ⊠ 21 — [1006, 988, 1209, 1003]
previous-page-line: mstr. 15, ⊠ 33 — [0, 1661, 87, 1675]
directory-entry: — Rich., Beamter, Lehmweg 42, ⊠ 30 — [505, 1679, 726, 1694]
directory-entry: — H., Tischler, Vereinsstr. 55, H. 1 — [255, 1499, 458, 1514]
previous-page-line: ster Str. 50, ⊠ 33 — [0, 1499, 106, 1513]
directory-entry: — Ernst, Wirtsch. BCto: Vereinsb., ☏ C8 Wi 6777, Sieldeich 39, ⊠ 28 — [756, 1604, 978, 1634]
previous-page-line: ☏ B5 Alex 0548, — [0, 1174, 105, 1188]
directory-entry: — John, Kraftwgf., Wandsb. Chaussee 31 — [1006, 763, 1228, 792]
previous-page-line: assert 6a, ⊠ 23 — [0, 1304, 94, 1318]
directory-entry: — Heinr., Arbtr., Brauerknechtgraben 23 — [255, 1529, 478, 1559]
directory-entry: — Rob., Oberzollsekr. Schwalbenplatz 5 — [505, 1694, 730, 1725]
previous-page-line: ker, ⊠ 20 — [0, 1677, 57, 1692]
previous-page-line: l., Kaiser — [0, 1272, 55, 1286]
directory-entry: — Wwe, Antoinette, Heussweg 6, ⊠ 19 — [255, 1048, 483, 1063]
directory-entry: — W., Prokurist, Billstr. 95, ⊠ 27 — [1006, 1800, 1197, 1815]
directory-entry: — Herm., Kontrolleur, Neustädterstr. 31 — [1006, 552, 1225, 582]
directory-entry: — Carl, Koch, Mauerstr. 17, ⊠ 3 — [756, 1213, 944, 1228]
previous-page-line: 3resowstr. 43, H. 1 — [0, 850, 117, 864]
directory-entry: — Heinr., Kraftwgf., Geibelstr. 29, H. 3 — [1006, 356, 1235, 371]
directory-entry: — Richard R., Handelsvertr., PSch: 42663, ☏ D7 Fu 7584, Kl.-Borstel, Tornberg 14, ⊠ Fu — [255, 2010, 469, 2055]
directory-entry: Raatz, A., Heilgeh., Vossforsterstr. 32/34, H. 4, ⊠ 24 — [505, 1829, 708, 1859]
directory-entry: — Johannes, Tel.-Btr., Käthnerort 99 — [255, 1739, 468, 1754]
directory-entry: — Wilh., Arbtr., Berlinerstr. 5, H.2, ⊠ 5 — [1006, 1950, 1235, 1965]
directory-entry: — Frau Marg., Wendenstr. 193, H 1, ⊠ 15 — [1006, 1078, 1234, 1108]
directory-entry: — F., Buchhalter, oben Borgfelde 12 — [756, 1710, 968, 1725]
directory-entry: — Wwe., M., Menckesallee 21/23, H.D, ⊠ 23 — [1006, 1048, 1236, 1078]
directory-entry: Rab — [505, 1905, 530, 1919]
directory-entry: — Frau Minna, Konfitür., ☏ B5 Alex 3973, Kibitzstr. 7, ⊠ 23 — [255, 1875, 468, 1905]
directory-entry: — Frau Alma, Stellbergstr. 20, ⊠ 33 — [756, 777, 967, 792]
directory-entry: Raack, H., Schneidermstr., ☏ B2 Uh 6830, Weidestr. 133, ⊠ 22 — [505, 297, 723, 327]
directory-entry: — Frl. Käthe, Koonstr. 19, ⊠ 30 — [255, 1754, 440, 1769]
previous-page-line: 5/17, Zim. 11, ⊠ 36 — [0, 1110, 119, 1123]
directory-entry: — Wilh., Postschaffn., Gluckstr. 80, ⊠ 22 — [1006, 1995, 1226, 2025]
directory-entry: — Wwe, Wilhelm, Armgartstr. 30, ⊠ 24 — [505, 642, 735, 657]
